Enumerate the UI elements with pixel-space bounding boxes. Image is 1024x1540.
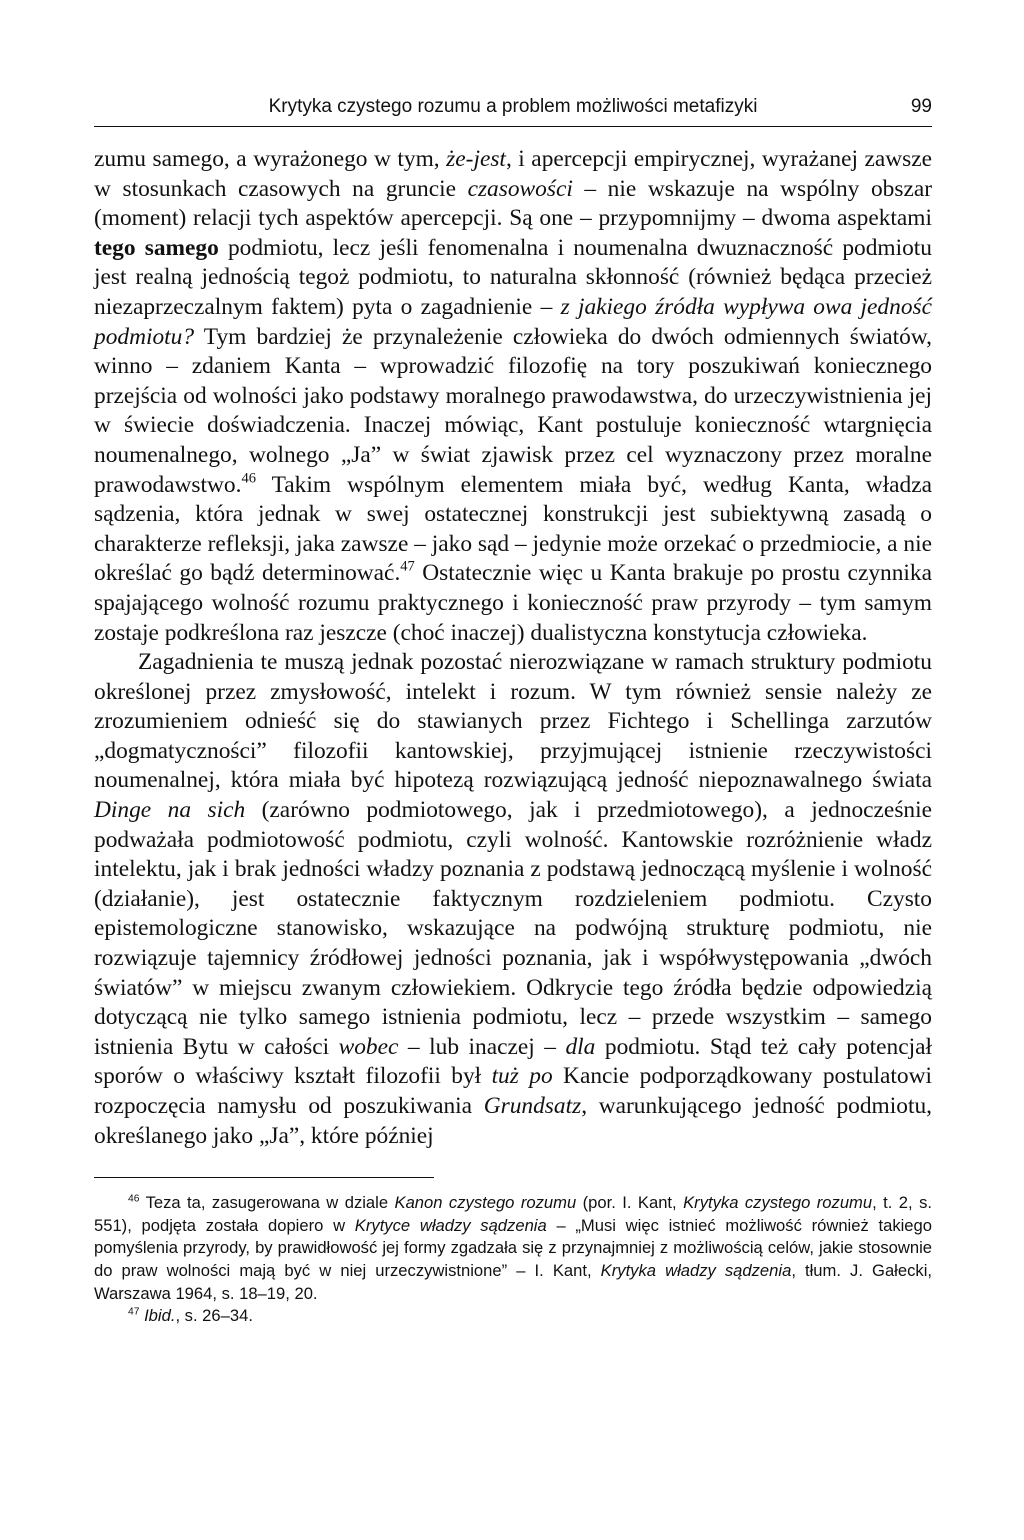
footnote xyxy=(94,1305,932,1328)
paragraph xyxy=(94,648,932,1151)
text-run: – lub inaczej – xyxy=(398,1033,566,1060)
footnote-ref: 46 xyxy=(241,470,256,487)
text-run: podmiotu, lecz jeśli fenomenalna i noumenalna dwuznaczność podmiotu jest realną jednością tegoż podmiotu, to naturalna skłonność (również będąca przecież niezaprzeczalnym faktem) pyta o zagadnienie – xyxy=(94,234,932,320)
italic-text: Dinge na sich xyxy=(94,797,246,824)
italic-text: Ibid. xyxy=(144,1306,176,1326)
footnotes xyxy=(94,1192,932,1328)
text-run: Teza ta, zasugerowana w dziale xyxy=(139,1193,395,1213)
italic-text: wobec xyxy=(338,1033,399,1060)
text-run: Ostatecznie więc u Kanta brakuje po prostu czynnika spajającego wolność rozumu praktycznego i konieczność praw przyrody – tym samym zostaje podkreślona raz jeszcze (choć inaczej) dualistyczna konstytucja człowieka. xyxy=(94,560,932,646)
italic-text: dla xyxy=(565,1033,596,1060)
text-run: , tłum. J. Gałecki, Warszawa 1964, s. 18–19, 20. xyxy=(94,1260,932,1303)
text-run: podmiotu. Stąd też cały potencjał sporów o właściwy kształt filozofii był xyxy=(94,1033,932,1090)
italic-text: tuż po xyxy=(491,1063,553,1090)
text-run: , warunkującego jedność podmiotu, określanego jako „Ja”, które później xyxy=(94,1093,932,1149)
paragraph xyxy=(94,145,932,648)
text-run: – nie wskazuje na wspólny obszar (moment) relacji tych aspektów apercepcji. Są one – przypomnijmy – dwoma aspektami xyxy=(94,175,932,232)
italic-text: Grundsatz xyxy=(483,1093,582,1119)
running-title: Krytyka czystego rozumu a problem możliwości metafizyki xyxy=(268,96,758,117)
text-run: , s. 26–34. xyxy=(175,1306,253,1326)
text-run: Tym bardziej że przynależenie człowieka do dwóch odmiennych światów, winno – zdaniem Kanta – wprowadzić filozofię na tory poszukiwań koniecznego przejścia od wolności jako podstawy moralnego prawodawstwa, do urzeczywistnienia jej w świecie doświadczenia. Inaczej mówiąc, Kant postuluje konieczność wtargnięcia noumenalnego, wolnego „Ja” w świat zjawisk przez cel wyznaczony przez moralne prawodawstwo. xyxy=(94,323,932,498)
body-text xyxy=(94,145,932,1151)
italic-text: Krytyka czystego rozumu xyxy=(683,1193,873,1213)
text-run: Kancie podporządkowany postulatowi rozpoczęcia namysłu od poszukiwania xyxy=(94,1063,932,1119)
text-run: Takim wspólnym elementem miała być, według Kanta, władza sądzenia, która jednak w swej ostatecznej konstrukcji jest subiektywną zasadą o charakterze refleksji, jaka zawsze – jako sąd – jedynie może orzekać o przedmiocie, a nie określać go bądź determinować. xyxy=(94,471,932,587)
text-run: zumu samego, a wyrażonego w tym, xyxy=(94,146,447,172)
text-run: – „Musi więc istnieć możliwość również takiego pomyślenia przyrody, by prawidłowość jej formy zgadzała się z przynajmniej z możliwością celów, jakie stosownie do praw wolności mają być w niej urzeczywistnione” – I. Kant, xyxy=(94,1215,932,1280)
footnote-ref: 47 xyxy=(128,1306,140,1318)
italic-text: czasowości xyxy=(467,175,573,202)
footnote xyxy=(94,1192,932,1305)
text-run: , t. 2, s. 551), podjęta została dopiero w xyxy=(94,1193,932,1235)
text-run: (por. I. Kant, xyxy=(576,1193,684,1213)
italic-text: że-jest xyxy=(446,146,506,172)
page-number: 99 xyxy=(910,96,932,117)
footnote-ref: 47 xyxy=(400,558,415,575)
italic-text: Krytyce władzy sądzenia xyxy=(354,1215,547,1235)
book-page xyxy=(94,92,932,1328)
footnote-separator xyxy=(94,1177,434,1178)
italic-text: Krytyka władzy sądzenia xyxy=(600,1260,792,1280)
italic-text: z jakiego źródła wypływa owa jedność podmiotu? xyxy=(94,293,933,350)
footnote-ref: 46 xyxy=(128,1193,140,1205)
text-run: Zagadnienia te muszą jednak pozostać nierozwiązane w ramach struktury podmiotu określonej przez zmysłowość, intelekt i rozum. W tym również sensie należy ze zrozumieniem odnieść się do stawianych przez Fichtego i Schellinga zarzutów „dogmatyczności” filozofii kantowskiej, przyjmującej istnienie rzeczywistości noumenalnej, która miała być hipotezą rozwiązującą jedność niepoznawalnego świata xyxy=(94,649,932,794)
text-run: , i apercepcji empirycznej, wyrażanej zawsze w stosunkach czasowych na gruncie xyxy=(94,146,933,202)
bold-text: tego samego xyxy=(94,234,219,261)
page-header xyxy=(94,92,932,127)
italic-text: Kanon czystego rozumu xyxy=(394,1193,577,1213)
text-run: (zarówno podmiotowego, jak i przedmiotowego), a jednocześnie podważała podmiotowość podmiotu, czyli wolność. Kantowskie rozróżnienie władz intelektu, jak i brak jedności władzy poznania z podstawą jednoczącą myślenie i wolność (działanie), jest ostatecznie faktycznym rozdzieleniem podmiotu. Czysto epistemologiczne stanowisko, wskazujące na podwójną strukturę podmiotu, nie rozwiązuje tajemnicy źródłowej jedności poznania, jak i współwystępowania „dwóch światów” w miejscu zwanym człowiekiem. Odkrycie tego źródła będzie odpowiedzią dotyczącą nie tylko samego istnienia podmiotu, lecz – przede wszystkim – samego istnienia Bytu w całości xyxy=(94,797,932,1060)
